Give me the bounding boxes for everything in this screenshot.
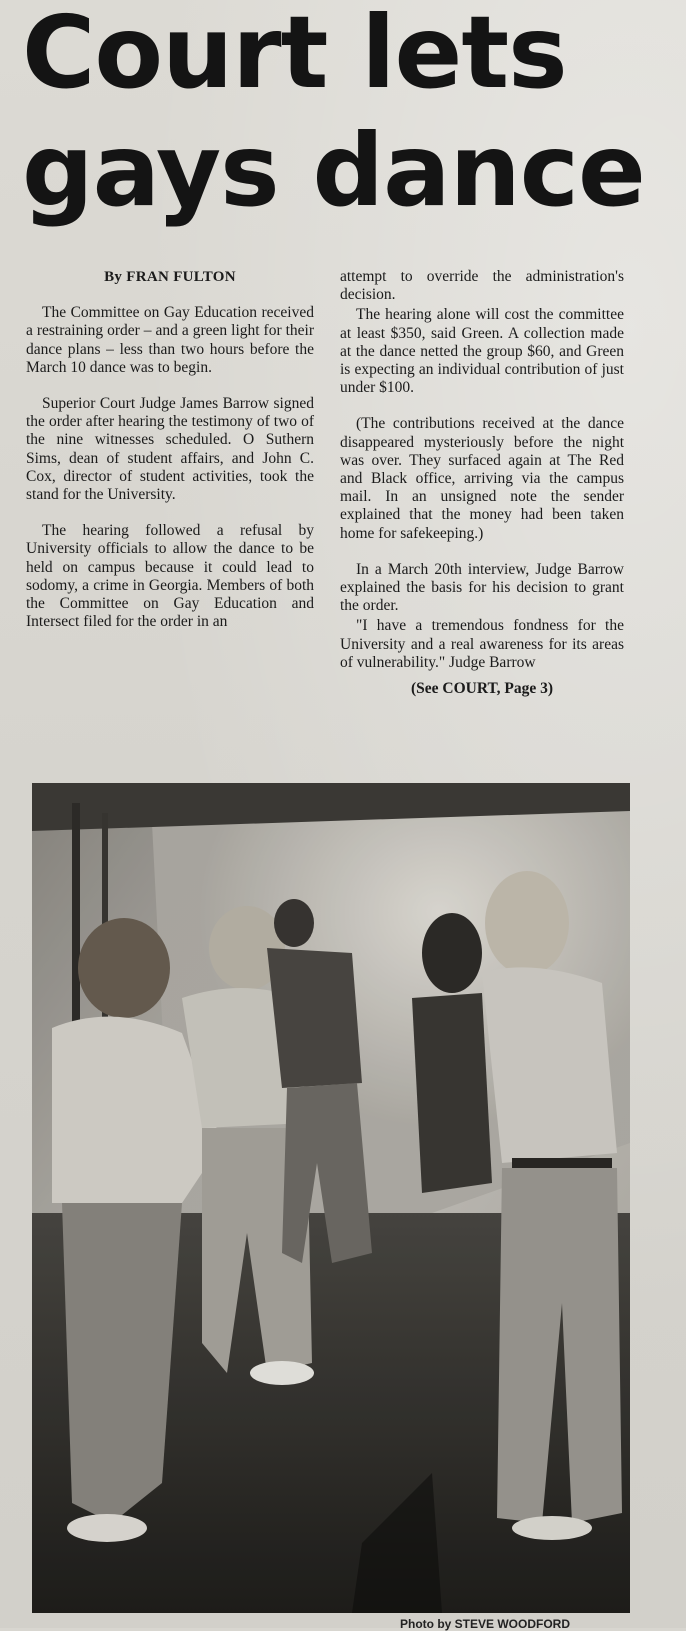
continuation-note: (See COURT, Page 3) — [410, 680, 554, 698]
article-paragraph: Superior Court Judge James Barrow signed the order after hearing the testimony of two of the nine witnesses scheduled. O Suthern Sims, dean of student affairs, and John C. Cox, director of student activities, took the stand for the University. — [26, 395, 314, 504]
article-paragraph: "I have a tremendous fondness for the University and a real awareness for its areas of vulnerability." Judge Barrow — [340, 617, 624, 671]
byline: By FRAN FULTON — [104, 269, 236, 285]
headline — [22, 0, 645, 230]
dance-photo-illustration — [32, 783, 630, 1613]
article-paragraph: attempt to override the administration's decision. — [340, 268, 624, 304]
headline-line-2: gays dance — [22, 112, 645, 229]
article-column-left — [26, 268, 314, 631]
dance-photo — [32, 783, 630, 1613]
photo-credit: Photo by STEVE WOODFORD — [400, 1617, 570, 1631]
article-paragraph: The Committee on Gay Education received a restraining order – and a green light for their dance plans – less than two hours before the March 10 dance was to begin. — [26, 304, 314, 376]
article-paragraph: In a March 20th interview, Judge Barrow explained the basis for his decision to grant the order. — [340, 560, 624, 615]
headline-line-1: Court lets — [22, 0, 567, 111]
article-paragraph: The hearing alone will cost the committee at least $350, said Green. A collection made at the dance netted the group $60, and Green is expecting an individual contribution of just under $100. — [340, 306, 624, 397]
article-paragraph: The hearing followed a refusal by University officials to allow the dance to be held on campus because it could lead to sodomy, a crime in Georgia. Members of both the Committee on Gay Education and Intersect filed for the order in an — [26, 522, 314, 631]
article-paragraph: (The contributions received at the dance disappeared mysteriously before the night was over. They surfaced again at The Red and Black office, arriving via the campus mail. In an unsigned note the sender explained that the money had been taken home for safekeeping.) — [340, 415, 624, 542]
article-column-right — [340, 268, 624, 698]
